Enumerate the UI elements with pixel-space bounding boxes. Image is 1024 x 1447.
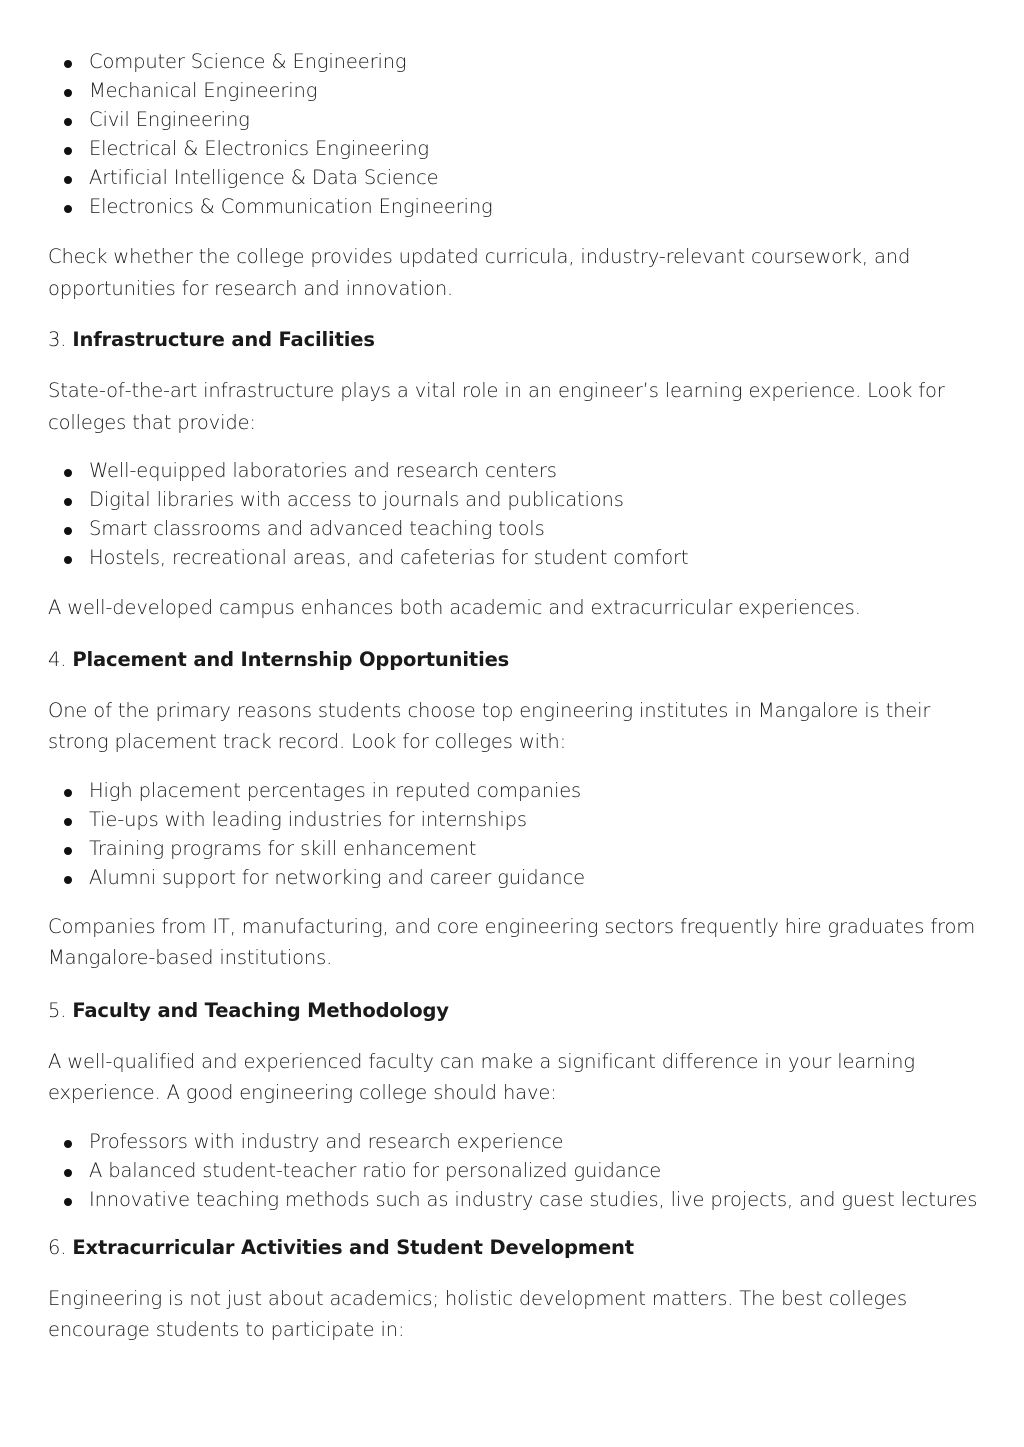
section-outro: A well-developed campus enhances both academic and extracurricular experiences. — [48, 596, 861, 619]
section-number: 4. — [48, 647, 67, 671]
section-outro: Companies from IT, manufacturing, and core engineering sectors frequently hire graduates from Mangalore-based institutions. — [48, 914, 976, 969]
list-item: Artificial Intelligence & Data Science — [48, 163, 988, 192]
list-item: Alumni support for networking and career guidance — [48, 863, 988, 892]
list-item: Innovative teaching methods such as industry case studies, live projects, and guest lectures — [48, 1185, 988, 1214]
list-item: Computer Science & Engineering — [48, 47, 988, 76]
section-intro: Engineering is not just about academics; holistic development matters. The best colleges encourage students to participate in: — [48, 1286, 907, 1341]
section-title: Extracurricular Activities and Student Development — [72, 1235, 634, 1259]
section-number: 3. — [48, 328, 67, 351]
curricula-paragraph: Check whether the college provides updated curricula, industry-relevant coursework, and opportunities for research and innovation. — [48, 245, 911, 300]
section-number: 5. — [48, 998, 67, 1022]
list-item: Well-equipped laboratories and research centers — [48, 456, 988, 485]
list-item: Digital libraries with access to journals and publications — [48, 485, 988, 514]
programs-list — [48, 47, 988, 221]
list-item: Smart classrooms and advanced teaching tools — [48, 514, 988, 543]
section-title: Placement and Internship Opportunities — [72, 647, 510, 671]
section-heading-faculty — [48, 996, 988, 1025]
list-item: Training programs for skill enhancement — [48, 834, 988, 863]
section-heading-placement — [48, 645, 988, 674]
faculty-list — [48, 1127, 988, 1214]
section-intro: One of the primary reasons students choose top engineering institutes in Mangalore is their strong placement track record. Look for colleges with: — [48, 698, 931, 753]
document-page — [48, 44, 988, 1346]
section-title: Infrastructure and Facilities — [72, 328, 375, 351]
section-title: Faculty and Teaching Methodology — [72, 998, 449, 1022]
section-intro: A well-qualified and experienced faculty can make a significant difference in your learning experience. A good engineering college should have: — [48, 1049, 915, 1104]
list-item: Civil Engineering — [48, 105, 988, 134]
list-item: Electronics & Communication Engineering — [48, 192, 988, 221]
list-item: A balanced student-teacher ratio for personalized guidance — [48, 1156, 988, 1185]
infrastructure-list — [48, 456, 988, 572]
list-item: Tie-ups with leading industries for internships — [48, 805, 988, 834]
section-number: 6. — [48, 1235, 67, 1259]
placement-list — [48, 776, 988, 892]
list-item: Professors with industry and research experience — [48, 1127, 988, 1156]
list-item: High placement percentages in reputed companies — [48, 776, 988, 805]
section-heading-extracurricular — [48, 1233, 988, 1262]
list-item: Electrical & Electronics Engineering — [48, 134, 988, 163]
section-intro: State-of-the-art infrastructure plays a vital role in an engineer’s learning experience. Look for colleges that provide: — [48, 379, 945, 434]
section-heading-infrastructure — [48, 325, 988, 354]
list-item: Mechanical Engineering — [48, 76, 988, 105]
list-item: Hostels, recreational areas, and cafeterias for student comfort — [48, 543, 988, 572]
